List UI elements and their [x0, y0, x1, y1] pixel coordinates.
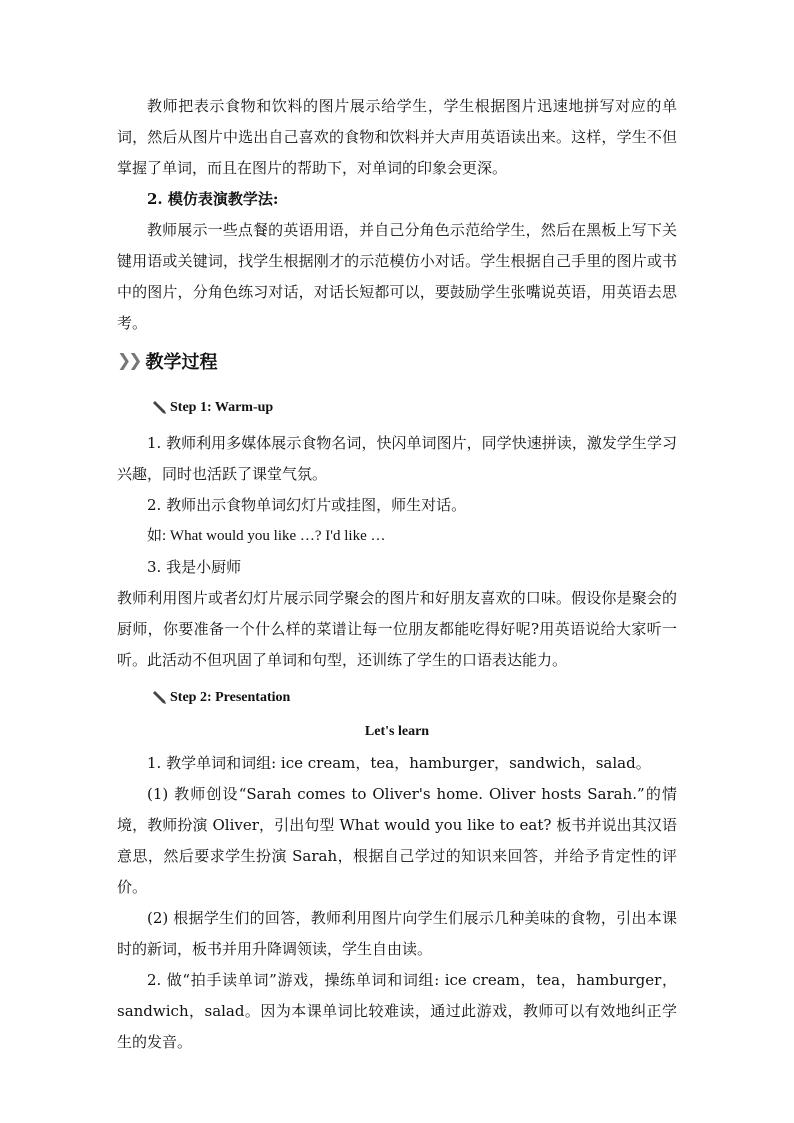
step1-example: 如: What would you like …? I'd like … — [147, 528, 386, 544]
step2-content — [117, 748, 677, 1058]
step2-heading — [152, 690, 290, 706]
pen-icon — [152, 691, 168, 705]
intro-paragraph-1: 教师把表示食物和饮料的图片展示给学生，学生根据图片迅速地拼写对应的单词，然后从图片中选出自己喜欢的食物和饮料并大声用英语读出来。这样，学生不但掌握了单词，而且在图片的帮助下，对单词的印象会更深。 — [117, 97, 677, 177]
step1-item-3: 3. 我是小厨师 — [147, 558, 242, 576]
section-title-text: 教学过程 — [145, 352, 218, 373]
step2-title: Step 2: Presentation — [170, 690, 291, 705]
method-heading-2: 2. 模仿表演教学法: — [147, 190, 279, 208]
step2-sub-1: (1) 教师创设“Sarah comes to Oliver's home. Oliver hosts Sarah.”的情境，教师扮演 Oliver，引出句型 What would you like to eat? 板书并说出其汉语意思，然后要求学生扮演 Sarah，根据自己学过的知识来回答，并给予肯定性的评价。 — [117, 785, 677, 896]
step2-item-2: 2. 做“拍手读单词”游戏，操练单词和词组: ice cream，tea，hamburger，sandwich，salad。因为本课单词比较难读，通过此游戏，教师可以有效地纠正学生的发音。 — [117, 971, 677, 1051]
step1-item-1: 1. 教师利用多媒体展示食物名词，快闪单词图片，同学快速拼读，激发学生学习兴趣，同时也活跃了课堂气氛。 — [117, 434, 677, 483]
lets-learn-title: Let's learn — [364, 724, 430, 739]
step1-content — [117, 428, 677, 676]
step1-title: Step 1: Warm-up — [170, 400, 274, 415]
double-chevron-icon: ❯❯ — [117, 351, 140, 371]
step1-item-3-text: 教师利用图片或者幻灯片展示同学聚会的图片和好朋友喜欢的口味。假设你是聚会的厨师，你要准备一个什么样的菜谱让每一位朋友都能吃得好呢?用英语说给大家听一听。此活动不但巩固了单词和句型，还训练了学生的口语表达能力。 — [117, 589, 677, 669]
step2-sub-2: (2) 根据学生们的回答，教师利用图片向学生们展示几种美味的食物，引出本课时的新词，板书并用升降调领读，学生自由读。 — [117, 909, 677, 958]
step1-heading — [152, 400, 273, 416]
pen-icon — [152, 401, 168, 415]
section-title-teaching-process — [117, 348, 218, 374]
step2-item-1: 1. 教学单词和词组: ice cream，tea，hamburger，sandwich，salad。 — [147, 754, 651, 772]
intro-paragraph-2: 教师展示一些点餐的英语用语，并自己分角色示范给学生，然后在黑板上写下关键用语或关键词，找学生根据刚才的示范模仿小对话。学生根据自己手里的图片或书中的图片，分角色练习对话，对话长短都可以，要鼓励学生张嘴说英语，用英语去思考。 — [117, 221, 677, 332]
step1-item-2: 2. 教师出示食物单词幻灯片或挂图，师生对话。 — [147, 496, 467, 514]
intro-section — [117, 91, 677, 339]
